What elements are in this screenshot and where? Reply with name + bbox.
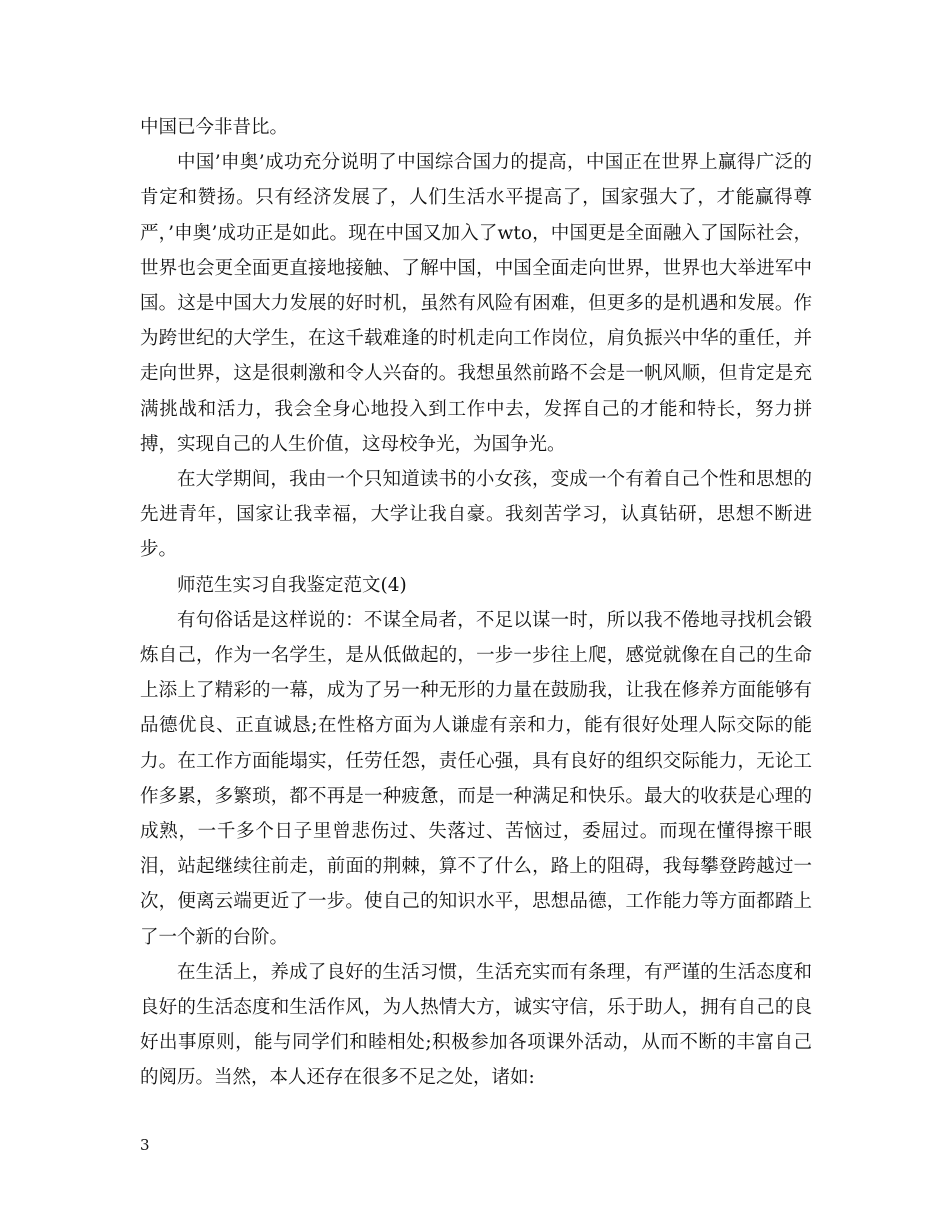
paragraph-2: 中国’申奥’成功充分说明了中国综合国力的提高，中国正在世界上赢得广泛的肯定和赞扬。只有经济发展了，人们生活水平提高了，国家强大了，才能赢得尊严，’申奥’成功正是如此。现在中国又加入了wto，中国更是全面融入了国际社会，世界也会更全面更直接地接触、了解中国，中国全面走向世界，世界也大举进军中国。这是中国大力发展的好时机，虽然有风险有困难，但更多的是机遇和发展。作为跨世纪的大学生，在这千载难逢的时机走向工作岗位，肩负振兴中华的重任，并走向世界，这是很刺激和令人兴奋的。我想虽然前路不会是一帆风顺，但肯定是充满挑战和活力，我会全身心地投入到工作中去，发挥自己的才能和特长，努力拼搏，实现自己的人生价值，这母校争光，为国争光。 xyxy=(140,152,812,455)
body-text xyxy=(140,110,812,1096)
paragraph-5: 在生活上，养成了良好的生活习惯，生活充实而有条理，有严谨的生活态度和良好的生活态度和生活作风，为人热情大方，诚实守信，乐于助人，拥有自己的良好出事原则，能与同学们和睦相处;积极参加各项课外活动，从而不断的丰富自己的阅历。当然，本人还存在很多不足之处，诸如: xyxy=(140,961,812,1089)
paragraph-4: 有句俗话是这样说的：不谋全局者，不足以谋一时，所以我不倦地寻找机会锻炼自己，作为一名学生，是从低做起的，一步一步往上爬，感觉就像在自己的生命上添上了精彩的一幕，成为了另一种无形的力量在鼓励我，让我在修养方面能够有品德优良、正直诚恳;在性格方面为人谦虚有亲和力，能有很好处理人际交际的能力。在工作方面能塌实，任劳任怨，责任心强，具有良好的组织交际能力，无论工作多累，多繁琐，都不再是一种疲惫，而是一种满足和快乐。最大的收获是心理的成熟，一千多个日子里曾悲伤过、失落过、苦恼过，委屈过。而现在懂得擦干眼泪，站起继续往前走，前面的荆棘，算不了什么，路上的阻碍，我每攀登跨越过一次，便离云端更近了一步。使自己的知识水平，思想品德，工作能力等方面都踏上了一个新的台阶。 xyxy=(140,609,812,948)
page-number: 3 xyxy=(140,1136,150,1154)
paragraph-1: 中国已今非昔比。 xyxy=(140,117,289,138)
paragraph-3: 在大学期间，我由一个只知道读书的小女孩，变成一个有着自己个性和思想的先进青年，国家让我幸福，大学让我自豪。我刻苦学习，认真钻研，思想不断进步。 xyxy=(140,469,812,561)
section-heading: 师范生实习自我鉴定范文(4) xyxy=(177,574,407,596)
